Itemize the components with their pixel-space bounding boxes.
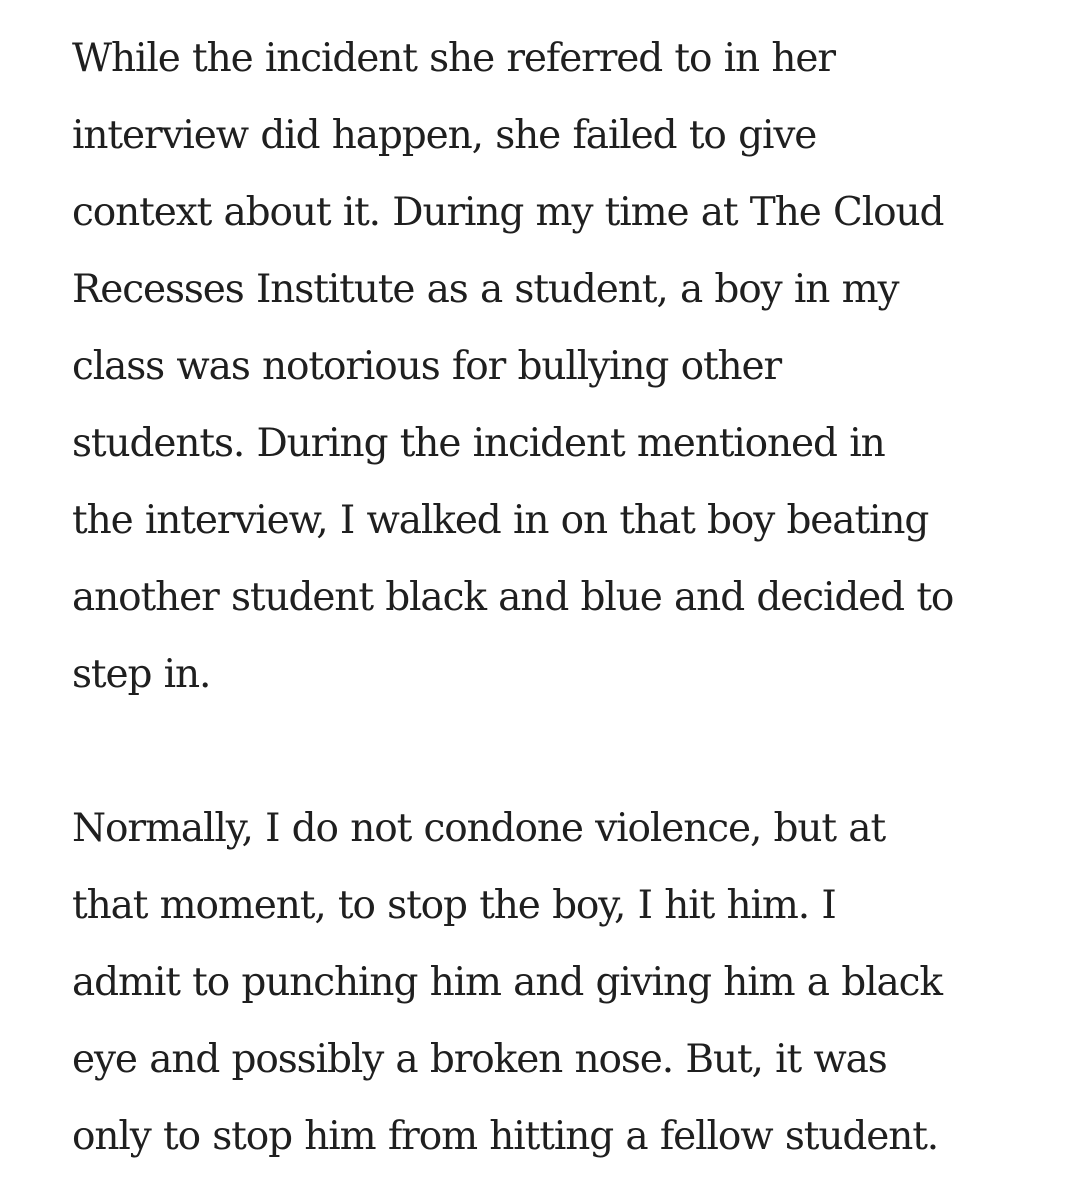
text-line: only to stop him from hitting a fellow student. [72, 1114, 939, 1159]
document-page [72, 20, 1032, 1175]
text-line: students. During the incident mentioned in [72, 421, 885, 466]
text-line: Recesses Institute as a student, a boy in my [72, 267, 899, 312]
text-line: another student black and blue and decided to [72, 575, 954, 620]
text-line: step in. [72, 652, 211, 697]
text-line: that moment, to stop the boy, I hit him. I [72, 883, 836, 928]
text-line: admit to punching him and giving him a black [72, 960, 942, 1005]
text-line: interview did happen, she failed to give [72, 113, 817, 158]
text-line: context about it. During my time at The Cloud [72, 190, 944, 235]
paragraph-2 [72, 790, 1032, 1175]
text-line: the interview, I walked in on that boy beating [72, 498, 929, 543]
text-line: class was notorious for bullying other [72, 344, 782, 389]
text-line: eye and possibly a broken nose. But, it was [72, 1037, 887, 1082]
text-line: Normally, I do not condone violence, but at [72, 806, 886, 851]
paragraph-1 [72, 20, 1032, 713]
text-line: While the incident she referred to in her [72, 36, 835, 81]
